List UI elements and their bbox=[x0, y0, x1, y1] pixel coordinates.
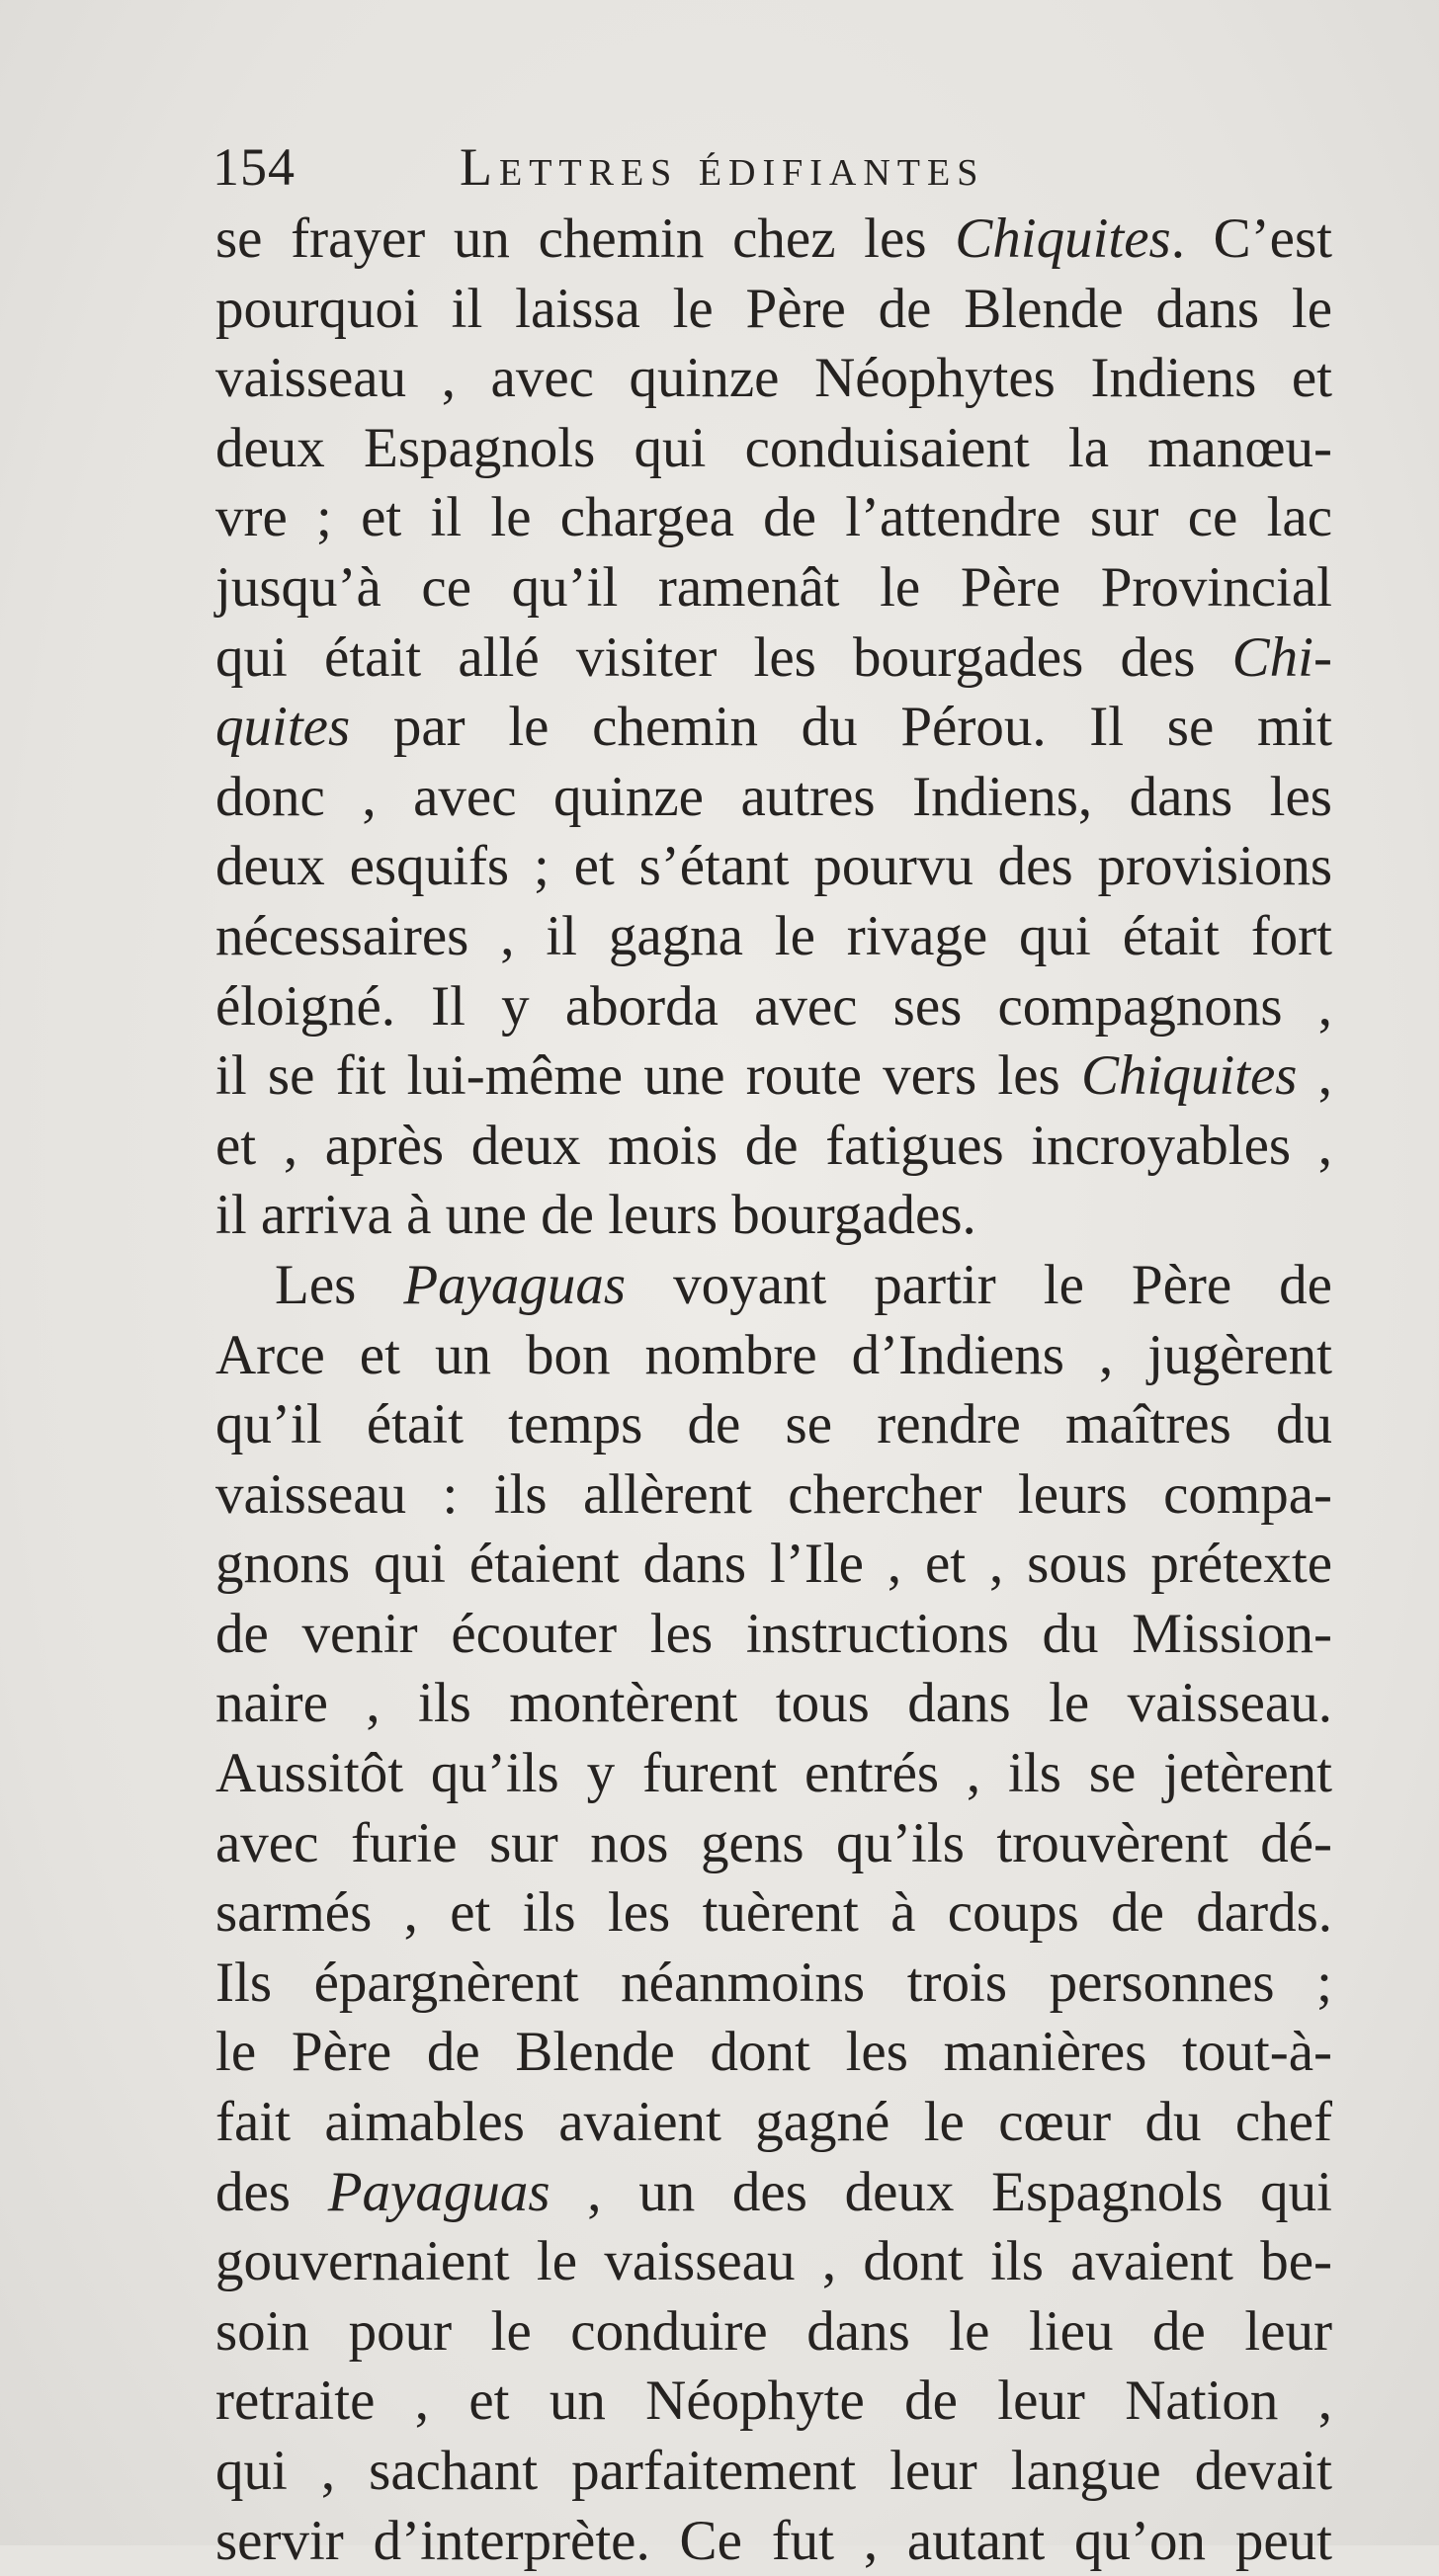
text-segment: retraite , et un Néophyte de leur Nation , bbox=[215, 2369, 1332, 2433]
italic-term: Chi- bbox=[1231, 625, 1332, 689]
text-segment: . C’est bbox=[1170, 208, 1333, 270]
text-line bbox=[215, 693, 1332, 763]
text-segment: vre ; et il le chargea de l’attendre sur ce lac bbox=[215, 486, 1332, 549]
text-line bbox=[215, 2367, 1332, 2437]
text-line bbox=[215, 344, 1332, 414]
page-number: 154 bbox=[212, 137, 296, 197]
text-segment: qui était allé visiter les bourgades des bbox=[215, 625, 1232, 689]
text-segment: des bbox=[215, 2160, 328, 2223]
text-line bbox=[215, 902, 1332, 972]
text-line bbox=[215, 972, 1332, 1042]
text-line bbox=[215, 1949, 1332, 2019]
text-segment: il arriva à une de leurs bourgades. bbox=[215, 1184, 976, 1247]
italic-term: Chiquites bbox=[1080, 1044, 1298, 1108]
text-line bbox=[215, 1181, 1332, 1251]
italic-term: Payaguas bbox=[403, 1253, 627, 1316]
text-segment: , bbox=[1297, 1044, 1333, 1108]
text-segment: il se fit lui-même une route vers les bbox=[215, 1044, 1081, 1108]
page-header bbox=[212, 136, 1300, 206]
text-line bbox=[215, 1600, 1332, 1670]
text-line bbox=[215, 1390, 1332, 1460]
text-line bbox=[215, 1530, 1332, 1600]
text-segment: se frayer un chemin chez les bbox=[215, 208, 956, 270]
text-line bbox=[215, 205, 1332, 275]
text-segment: et , après deux mois de fatigues incroyables , bbox=[215, 1114, 1332, 1177]
text-segment: Ils épargnèrent néanmoins trois personnes ; bbox=[215, 1951, 1332, 2014]
text-line bbox=[215, 275, 1332, 345]
text-segment: le Père de Blende dont les manières tout-à- bbox=[215, 2021, 1332, 2084]
text-line bbox=[215, 1321, 1332, 1391]
text-line bbox=[215, 623, 1332, 694]
text-line bbox=[215, 553, 1332, 623]
text-line bbox=[215, 1251, 1332, 1321]
text-segment: Aussitôt qu’ils y furent entrés , ils se jetèrent bbox=[215, 1742, 1332, 1805]
text-segment: fait aimables avaient gagné le cœur du chef bbox=[215, 2091, 1332, 2154]
text-segment: gouvernaient le vaisseau , dont ils avaient be- bbox=[215, 2230, 1332, 2293]
text-segment: Arce et un bon nombre d’Indiens , jugèrent bbox=[215, 1323, 1332, 1386]
text-segment: vaisseau : ils allèrent chercher leurs compa- bbox=[215, 1462, 1332, 1526]
italic-term: Payaguas bbox=[327, 2160, 550, 2223]
text-segment: qui , sachant parfaitement leur langue devait bbox=[215, 2440, 1332, 2502]
text-line bbox=[215, 1460, 1332, 1531]
text-segment: gnons qui étaient dans l’Ile , et , sous prétexte bbox=[215, 1533, 1332, 1596]
text-line bbox=[215, 2227, 1332, 2297]
text-segment: vaisseau , avec quinze Néophytes Indiens et bbox=[215, 347, 1332, 410]
text-segment: avec furie sur nos gens qu’ils trouvèrent dé- bbox=[215, 1811, 1332, 1874]
text-line bbox=[215, 763, 1332, 833]
text-line bbox=[215, 1112, 1332, 1182]
text-segment: , un des deux Espagnols qui bbox=[550, 2160, 1332, 2223]
text-line bbox=[215, 1669, 1332, 1739]
text-line bbox=[215, 832, 1332, 902]
text-segment: nécessaires , il gagna le rivage qui était fort bbox=[215, 904, 1332, 967]
text-segment: deux esquifs ; et s’étant pourvu des provisions bbox=[215, 835, 1332, 898]
text-segment: voyant partir le Père de bbox=[626, 1253, 1332, 1316]
text-segment: de venir écouter les instructions du Mission- bbox=[215, 1602, 1332, 1665]
running-title: Lettres édifiantes bbox=[460, 137, 985, 197]
text-segment: servir d’interprète. Ce fut , autant qu’on peut bbox=[215, 2509, 1332, 2572]
text-line bbox=[215, 1041, 1332, 1112]
text-segment: deux Espagnols qui conduisaient la manœu- bbox=[215, 416, 1332, 479]
text-segment: donc , avec quinze autres Indiens, dans les bbox=[215, 765, 1332, 828]
text-segment: pourquoi il laissa le Père de Blende dans le bbox=[215, 277, 1332, 340]
text-line bbox=[215, 2297, 1332, 2368]
text-segment: éloigné. Il y aborda avec ses compagnons , bbox=[215, 974, 1332, 1038]
text-line bbox=[215, 1809, 1332, 1879]
text-segment: sarmés , et ils les tuèrent à coups de dards. bbox=[215, 1881, 1332, 1945]
text-line bbox=[215, 2158, 1332, 2228]
text-line bbox=[215, 483, 1332, 553]
text-line bbox=[215, 2018, 1332, 2088]
text-line bbox=[215, 1739, 1332, 1809]
text-line bbox=[215, 1878, 1332, 1949]
text-segment: par le chemin du Pérou. Il se mit bbox=[350, 696, 1332, 759]
italic-term: Chiquites bbox=[955, 208, 1171, 270]
text-line bbox=[215, 414, 1332, 484]
text-segment: qu’il était temps de se rendre maîtres du bbox=[215, 1393, 1332, 1456]
text-line bbox=[215, 2507, 1332, 2576]
text-segment: soin pour le conduire dans le lieu de leur bbox=[215, 2299, 1332, 2363]
text-line bbox=[215, 2437, 1332, 2507]
text-line bbox=[215, 2088, 1332, 2158]
text-segment: jusqu’à ce qu’il ramenât le Père Provincial bbox=[215, 555, 1332, 619]
text-segment: naire , ils montèrent tous dans le vaisseau. bbox=[215, 1672, 1332, 1735]
italic-term: quites bbox=[215, 696, 351, 759]
text-segment: Les bbox=[275, 1253, 404, 1316]
body-text bbox=[215, 205, 1332, 2576]
